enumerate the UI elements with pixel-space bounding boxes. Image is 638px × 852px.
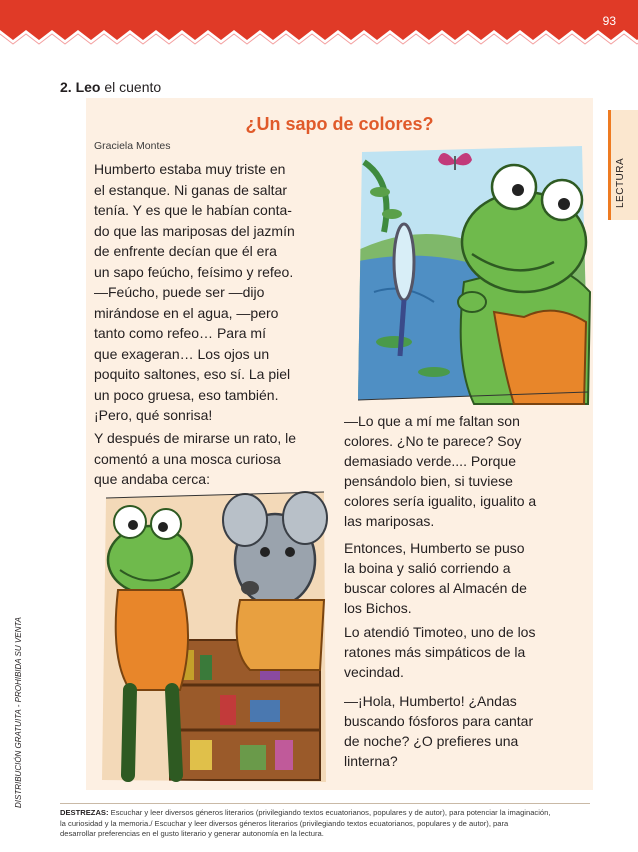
story-paragraph: Lo atendió Timoteo, uno de los ratones más simpáticos de la vecindad. [344,624,536,680]
frog-and-mouse-store-illustration [100,490,328,785]
top-zigzag-band [0,0,638,52]
page-number: 93 [602,14,616,28]
heading-number: 2. [60,79,72,95]
section-tab-label: LECTURA [615,157,626,208]
activity-heading [60,79,161,95]
story-paragraph: Humberto estaba muy triste en el estanque. Ni ganas de saltar tenía. Y es que le habían conta- do que las mariposas del jazmín de enfrente decían que él era un sapo feúcho, feísimo y refeo. [94,161,295,280]
story-paragraph: —¡Hola, Humberto! ¿Andas buscando fósforos para cantar de noche? ¿O prefieres una linterna? [344,693,534,769]
frog-with-mirror-illustration [354,142,592,406]
story-author: Graciela Montes [94,140,171,152]
footer-divider [60,803,590,804]
skills-label: DESTREZAS: [60,808,109,817]
story-paragraph: —Lo que a mí me faltan son colores. ¿No te parece? Soy demasiado verde.... Porque pensándolo bien, si tuviese colores sería igualito, igualito a las mariposas. [344,413,537,529]
skills-text: Escuchar y leer diversos géneros literarios (privilegiando textos ecuatorianos, populares y de autor), para potenciar la imaginación, la curiosidad y la memoria./ Escuchar y leer diversos géneros literarios (privilegiando textos ecuatorianos, populares y de autor), para desarrollar preferencias en el gusto literario y generar autonomía en la lectura. [60,808,551,838]
story-paragraph: Y después de mirarse un rato, le comentó a una mosca curiosa que andaba cerca: [94,430,297,487]
story-title: ¿Un sapo de colores? [245,114,434,134]
section-tab [608,110,638,220]
story-paragraph: Entonces, Humberto se puso la boina y salió corriendo a buscar colores al Almacén de los Bichos. [344,540,527,616]
skills-footnote [60,808,600,840]
heading-bold: Leo [75,79,101,95]
story-paragraph: —Feúcho, puede ser —dijo mirándose en el agua, —pero tanto como refeo… Para mí que exageran… Los ojos un poquito saltones, eso sí. La piel un poco gruesa, eso también. ¡Pero, qué sonrisa! [94,284,291,423]
distribution-note: DISTRIBUCIÓN GRATUITA - PROHIBIDA SU VENTA [14,617,23,808]
heading-rest: el cuento [100,79,162,95]
